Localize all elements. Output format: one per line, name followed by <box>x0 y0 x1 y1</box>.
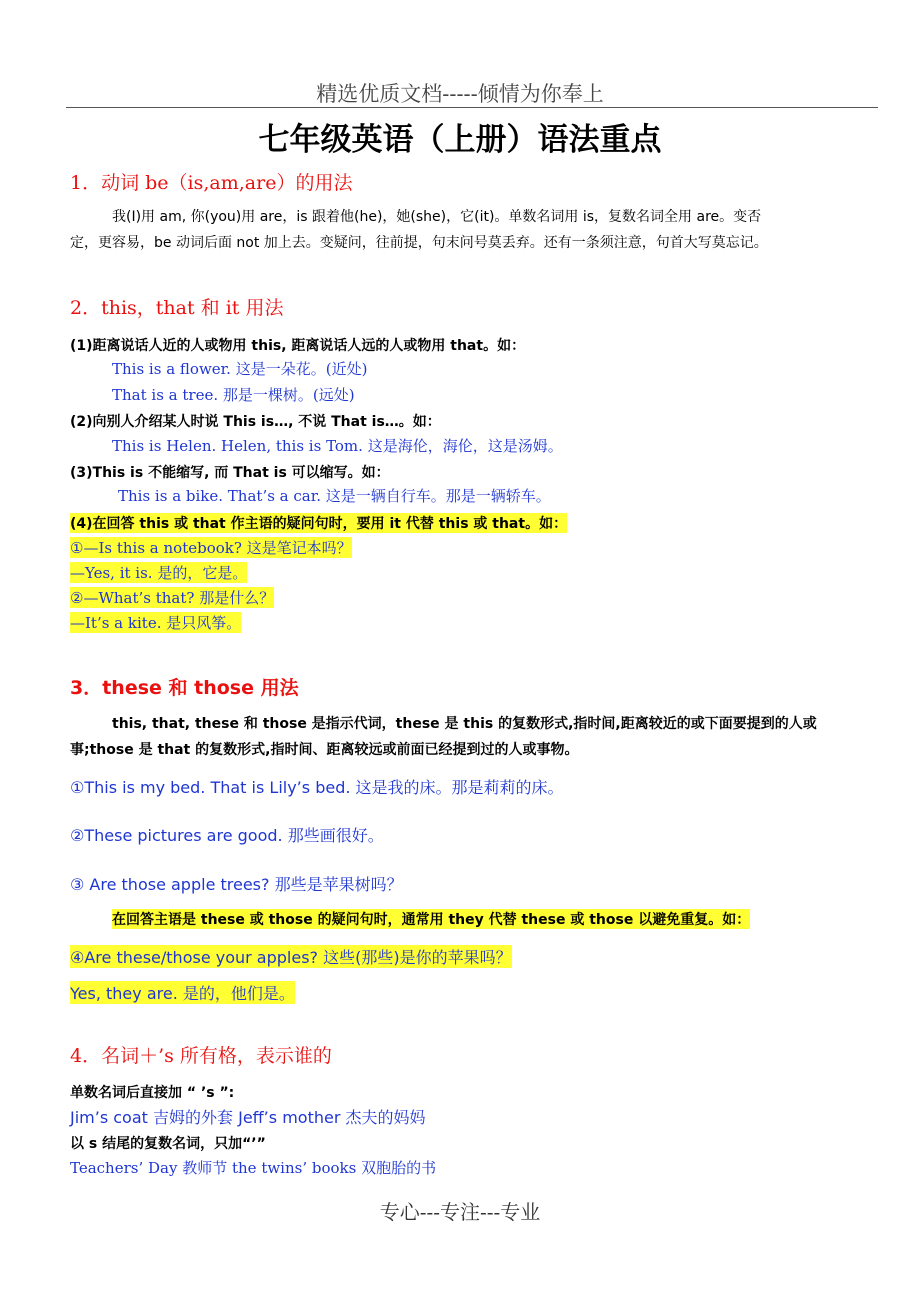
section-2-rule-2: (2)向别人介绍某人时说 This is…, 不说 That is…。如： <box>70 414 441 430</box>
section-4-rule-1: 单数名词后直接加 “ ’s ”: <box>70 1085 235 1101</box>
section-3-example-1: ①This is my bed. That is Lily’s bed. 这是我的床。那是莉莉的床。 <box>70 778 564 797</box>
section-2-rule-4: (4)在回答 this 或 that 作主语的疑问句时，要用 it 代替 this 或 that。如： <box>70 513 567 533</box>
section-4-heading: 4．名词＋’s 所有格，表示谁的 <box>70 1045 332 1067</box>
section-2-example-3: This is Helen. Helen, this is Tom. 这是海伦，海伦，这是汤姆。 <box>112 437 563 455</box>
section-3-example-4: ④Are these/those your apples? 这些(那些)是你的苹果吗？ <box>70 945 512 968</box>
section-1-paragraph <box>70 204 870 256</box>
section-1-line-1: 我(I)用 am, 你(you)用 are，is 跟着他(he)，她(she)，它(it)。单数名词用 is，复数名词全用 are。变否 <box>112 209 762 225</box>
section-2-dialog-4: —It’s a kite. 是只风筝。 <box>70 614 242 632</box>
section-2-dialog-3: ②—What’s that? 那是什么？ <box>70 589 275 607</box>
section-4-example-2: Teachers’ Day 教师节 the twins’ books 双胞胎的书 <box>70 1159 437 1177</box>
section-1-line-2: 定，更容易，be 动词后面 not 加上去。变疑问，往前提，句末问号莫丢弃。还有一条须注意，句首大写莫忘记。 <box>70 235 768 251</box>
section-3-heading: 3．these 和 those 用法 <box>70 677 299 699</box>
section-4-example-1: Jim’s coat 吉姆的外套 Jeff’s mother 杰夫的妈妈 <box>70 1108 426 1127</box>
page-footer: 专心---专注---专业 <box>379 1200 541 1224</box>
section-2-dialog-1: ①—Is this a notebook? 这是笔记本吗？ <box>70 539 352 557</box>
header-rule <box>66 107 878 108</box>
section-3-rule: 在回答主语是 these 或 those 的疑问句时，通常用 they 代替 these 或 those 以避免重复。如： <box>112 909 750 929</box>
section-3-example-3: ③ Are those apple trees? 那些是苹果树吗？ <box>70 875 403 894</box>
section-2-rule-3: (3)This is 不能缩写, 而 That is 可以缩写。如： <box>70 465 390 481</box>
section-1-heading: 1．动词 be（is,am,are）的用法 <box>70 172 353 194</box>
page-header: 精选优质文档-----倾情为你奉上 <box>316 82 604 106</box>
section-2-heading: 2．this，that 和 it 用法 <box>70 297 284 319</box>
section-2-example-1: This is a flower. 这是一朵花。(近处) <box>112 360 368 378</box>
section-2-rule-1: (1)距离说话人近的人或物用 this, 距离说话人远的人或物用 that。如： <box>70 338 526 354</box>
section-2-dialog-2: —Yes, it is. 是的，它是。 <box>70 564 248 582</box>
section-3-example-2: ②These pictures are good. 那些画很好。 <box>70 826 384 845</box>
section-4-rule-2: 以 s 结尾的复数名词，只加“’” <box>70 1136 266 1152</box>
section-3-line-1: this, that, these 和 those 是指示代词，these 是 this 的复数形式,指时间,距离较近的或下面要提到的人或 <box>112 716 817 732</box>
section-3-line-2: 事;those 是 that 的复数形式,指时间、距离较远或前面已经提到过的人或事物。 <box>70 742 579 758</box>
section-3-example-5: Yes, they are. 是的，他们是。 <box>70 981 295 1004</box>
page-title: 七年级英语（上册）语法重点 <box>258 122 662 158</box>
section-3-paragraph <box>70 711 870 763</box>
section-2-example-2: That is a tree. 那是一棵树。(远处) <box>112 386 355 404</box>
section-2-example-4: This is a bike. That’s a car. 这是一辆自行车。那是一辆轿车。 <box>118 487 551 505</box>
